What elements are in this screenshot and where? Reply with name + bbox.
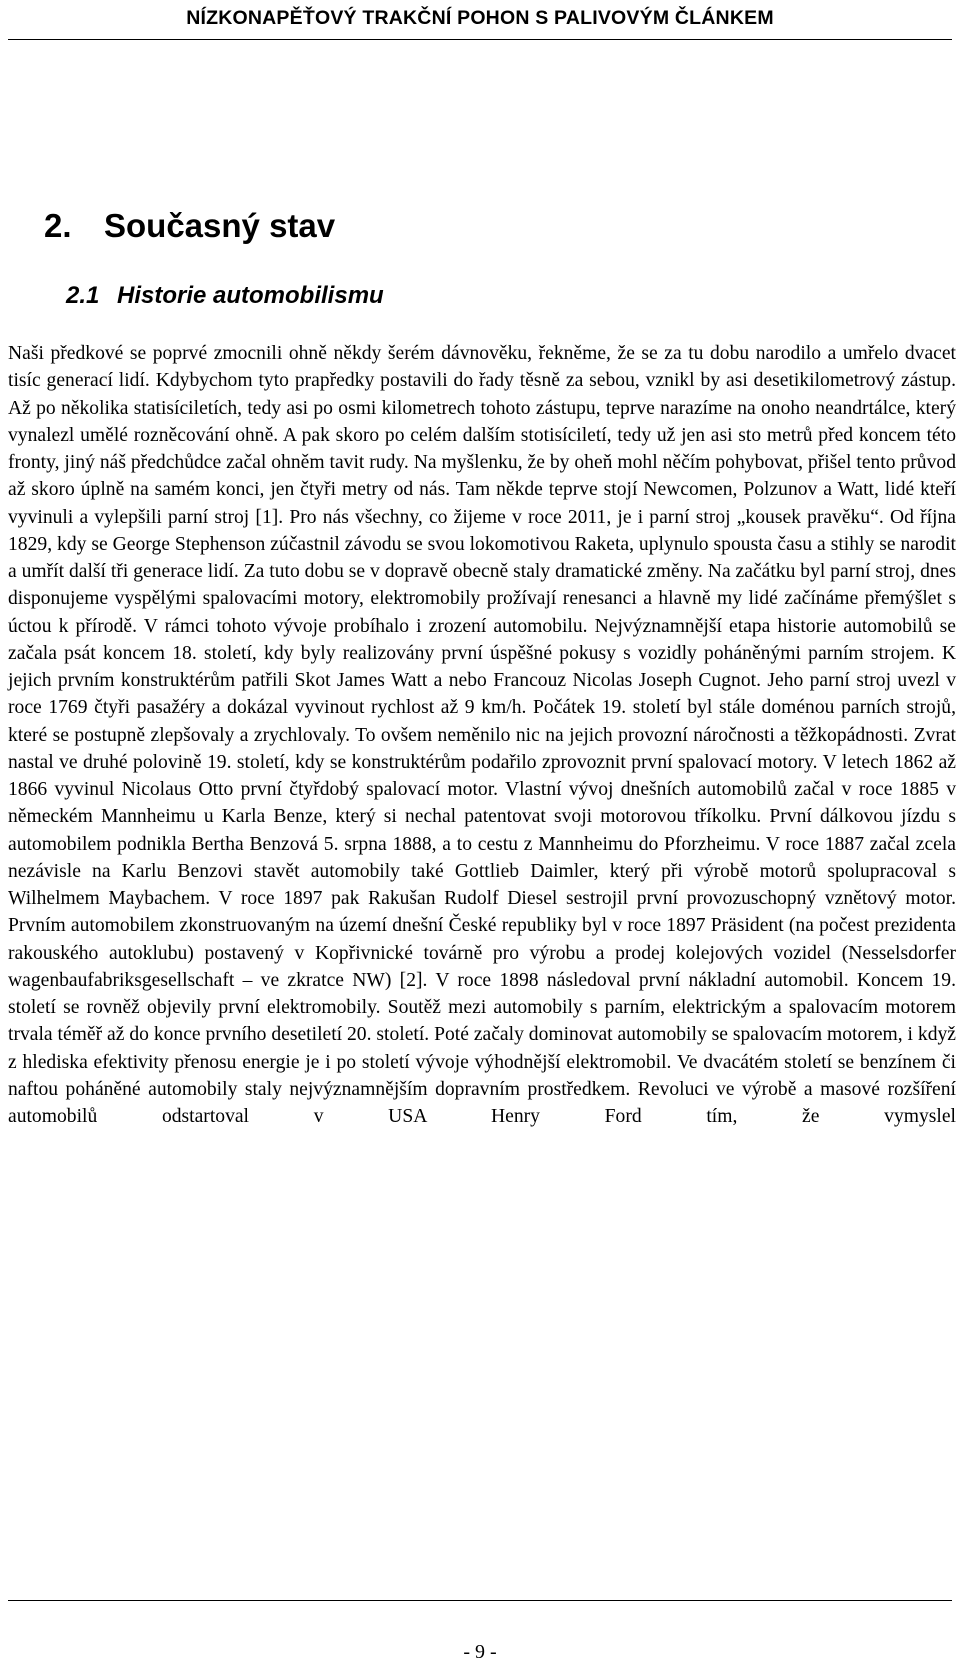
section-number: 2.1	[66, 282, 100, 309]
footer-rule	[8, 1600, 952, 1601]
section-title: Historie automobilismu	[117, 282, 384, 309]
chapter-title: Současný stav	[104, 207, 336, 244]
body-paragraph: Naši předkové se poprvé zmocnili ohně někdy šerém dávnověku, řekněme, že se za tu dobu narodilo a umřelo dvacet tisíc generací lidí. Kdybychom tyto prapředky postavili do řady těsně za sebou, vznikl by asi desetikilometrový zástup. Až po několika statisíciletích, tedy asi po osmi kilometrech tohoto zástupu, teprve narazíme na onoho neandrtálce, který vynalezl umělé rozněcování ohně. A pak skoro po celém dalším stotisíciletí, tedy už jen asi sto metrů před koncem této fronty, jiný náš předchůdce začal ohněm tavit rudy. Na myšlenku, že by oheň mohl něčím pohybovat, přišel tento průvod až skoro úplně na samém konci, jen čtyři metry od nás. Tam někde teprve stojí Newcomen, Polzunov a Watt, lidé kteří vyvinuli a vylepšili parní stroj [1]. Pro nás všechny, co žijeme v roce 2011, je i parní stroj „kousek pravěku“. Od října 1829, kdy se George Stephenson zúčastnil závodu se svou lokomotivou Raketa, uplynulo spousta času a stihly se narodit a umřít další tři generace lidí. Za tuto dobu se v dopravě obecně staly dramatické změny. Na začátku byl parní stroj, dnes disponujeme vyspělými spalovacími motory, elektromobily prožívají renesanci a hlavně my lidé začínáme přemýšlet s úctou k přírodě. V rámci tohoto vývoje probíhalo i zrození automobilu. Nejvýznamnější etapa historie automobilů se začala psát koncem 18. století, kdy byly realizovány první úspěšné pokusy s vozidly poháněnými parním strojem. K jejich prvním konstruktérům patřili Skot James Watt a nebo Francouz Nicolas Joseph Cugnot. Jeho parní stroj uvezl v roce 1769 čtyři pasažéry a dokázal vyvinout rychlost až 9 km/h. Počátek 19. století byl stále doménou parních strojů, které se postupně zlepšovaly a zrychlovaly. To ovšem neměnilo nic na jejich provozní náročnosti a těžkopádnosti. Zvrat nastal ve druhé polovině 19. století, kdy se konstruktérům podařilo zprovoznit první spalovací motory. V letech 1862 až 1866 vyvinul Nicolaus Otto první čtyřdobý spalovací motor. Vlastní vývoj dnešních automobilů začal v roce 1885 v německém Mannheimu u Karla Benze, který si nechal patentovat svoji motorovou tříkolku. První dálkovou jízdu s automobilem podnikla Bertha Benzová 5. srpna 1888, a to cestu z Mannheimu do Pforzheimu. V roce 1887 začal zcela nezávisle na Karlu Benzovi stavět automobily také Gottlieb Daimler, který při výrobě motorů spolupracoval s Wilhelmem Maybachem. V roce 1897 pak Rakušan Rudolf Diesel sestrojil první provozuschopný vznětový motor. Prvním automobilem zkonstruovaným na území dnešní České republiky byl v roce 1897 Präsident (na počest prezidenta rakouského autoklubu) postavený v Kopřivnické továrně pro výrobu a prodej kolejových vozidel (Nesselsdorfer wagenbaufabriksgesellschaft – ve zkratce NW) [2]. V roce 1898 následoval první nákladní automobil. Koncem 19. století se rovněž objevily první elektromobily. Soutěž mezi automobily s parním, elektrickým a spalovacím motorem trvala téměř až do konce prvního desetiletí 20. století. Poté začaly dominovat automobily se spalovacím motorem, i když z hlediska efektivity přenosu energie je i po století vývoje výhodnější elektromobil. Ve dvacátém století se benzínem či naftou poháněné automobily staly nejvýznamnějším dopravním prostředkem. Revoluci ve výrobě a masové rozšíření automobilů odstartoval v USA Henry Ford tím, že vymyslel	[8, 343, 956, 1127]
running-header: NÍZKONAPĚŤOVÝ TRAKČNÍ POHON S PALIVOVÝM ČLÁNKEM	[186, 7, 774, 29]
page-number: - 9 -	[463, 1641, 497, 1663]
chapter-number: 2.	[44, 207, 72, 244]
section-heading	[66, 281, 384, 311]
chapter-heading	[44, 206, 335, 246]
header-rule	[8, 39, 952, 40]
